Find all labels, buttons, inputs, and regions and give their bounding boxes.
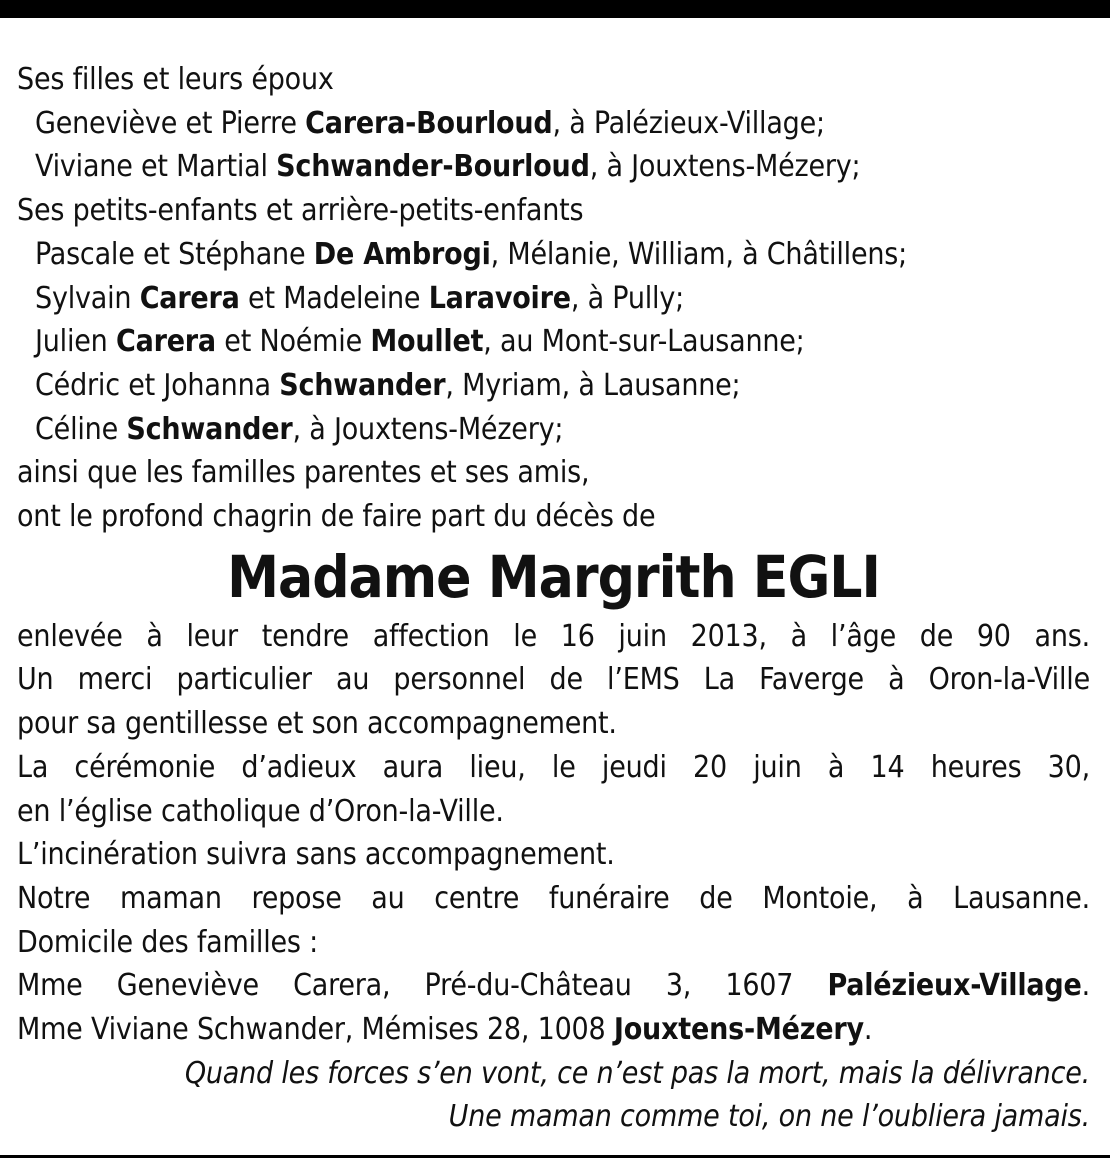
closing-quote-line: Une maman comme toi, on ne l’oubliera jamais. <box>448 1099 1090 1135</box>
location: , au Mont-sur-Lausanne; <box>483 324 805 360</box>
given-names: Cédric et Johanna <box>35 367 280 403</box>
given-names: Céline <box>35 411 127 447</box>
grandchild-line <box>17 233 1090 277</box>
family-name: Laravoire <box>428 280 571 316</box>
body-line: pour sa gentillesse et son accompagnement. <box>17 706 617 742</box>
address-line <box>17 964 1090 1008</box>
address-end: . <box>863 1012 873 1048</box>
grandchild-line <box>17 408 1090 452</box>
body-line: La cérémonie d’adieux aura lieu, le jeudi 20 juin à 14 heures 30, <box>17 749 1090 785</box>
family-name: Schwander <box>126 411 293 447</box>
family-name: Carera <box>139 280 240 316</box>
location: , à Pully; <box>570 280 684 316</box>
announcement-line: ont le profond chagrin de faire part du décès de <box>17 499 656 535</box>
grandchild-line <box>17 277 1090 321</box>
location: , à Jouxtens-Mézery; <box>292 411 564 447</box>
family-name: Moullet <box>370 324 484 360</box>
given-names: Julien <box>35 324 116 360</box>
daughters-heading: Ses filles et leurs époux <box>17 62 334 97</box>
location: , Mélanie, William, à Châtillens; <box>490 236 908 272</box>
body-line: Notre maman repose au centre funéraire de Montoie, à Lausanne. <box>17 880 1090 916</box>
daughter-line <box>17 102 1090 146</box>
body-line: Un merci particulier au personnel de l’EMS La Faverge à Oron-la-Ville <box>17 662 1090 698</box>
address-end: . <box>1081 968 1090 1004</box>
given-names: Viviane et Martial <box>35 149 277 185</box>
address-locality: Palézieux-Village <box>827 968 1082 1004</box>
deceased-name: Madame Margrith EGLI <box>227 542 880 611</box>
grandchild-line <box>17 320 1090 364</box>
location: , Myriam, à Lausanne; <box>445 367 741 403</box>
address-text: Mme Viviane Schwander, Mémises 28, 1008 <box>17 1012 614 1048</box>
address-line <box>17 1008 1090 1052</box>
obituary-notice <box>17 58 1090 1139</box>
body-line: L’incinération suivra sans accompagnement. <box>17 837 615 873</box>
body-line: enlevée à leur tendre affection le 16 juin 2013, à l’âge de 90 ans. <box>17 618 1090 654</box>
address-text: Mme Geneviève Carera, Pré-du-Château 3, 1607 <box>17 968 828 1004</box>
top-rule <box>0 0 1110 18</box>
location: , à Jouxtens-Mézery; <box>589 149 861 185</box>
closing-quote-line: Quand les forces s’en vont, ce n’est pas la mort, mais la délivrance. <box>184 1055 1090 1091</box>
given-names: Pascale et Stéphane <box>35 236 314 272</box>
family-name: Schwander-Bourloud <box>276 149 590 185</box>
relatives-line: ainsi que les familles parentes et ses amis, <box>17 455 590 491</box>
grandchild-line <box>17 364 1090 408</box>
given-names: et Noémie <box>215 324 371 360</box>
family-name: De Ambrogi <box>313 236 491 272</box>
family-name: Carera <box>115 324 216 360</box>
daughter-line <box>17 145 1090 189</box>
given-names: Sylvain <box>35 280 140 316</box>
body-line: Domicile des familles : <box>17 924 319 960</box>
address-locality: Jouxtens-Mézery <box>613 1012 864 1048</box>
given-names: Geneviève et Pierre <box>35 105 306 141</box>
body-line: en l’église catholique d’Oron-la-Ville. <box>17 793 504 829</box>
location: , à Palézieux-Village; <box>552 105 825 141</box>
given-names: et Madeleine <box>239 280 429 316</box>
family-name: Carera-Bourloud <box>305 105 553 141</box>
grandchildren-heading: Ses petits-enfants et arrière-petits-enfants <box>17 193 584 229</box>
family-name: Schwander <box>279 367 446 403</box>
